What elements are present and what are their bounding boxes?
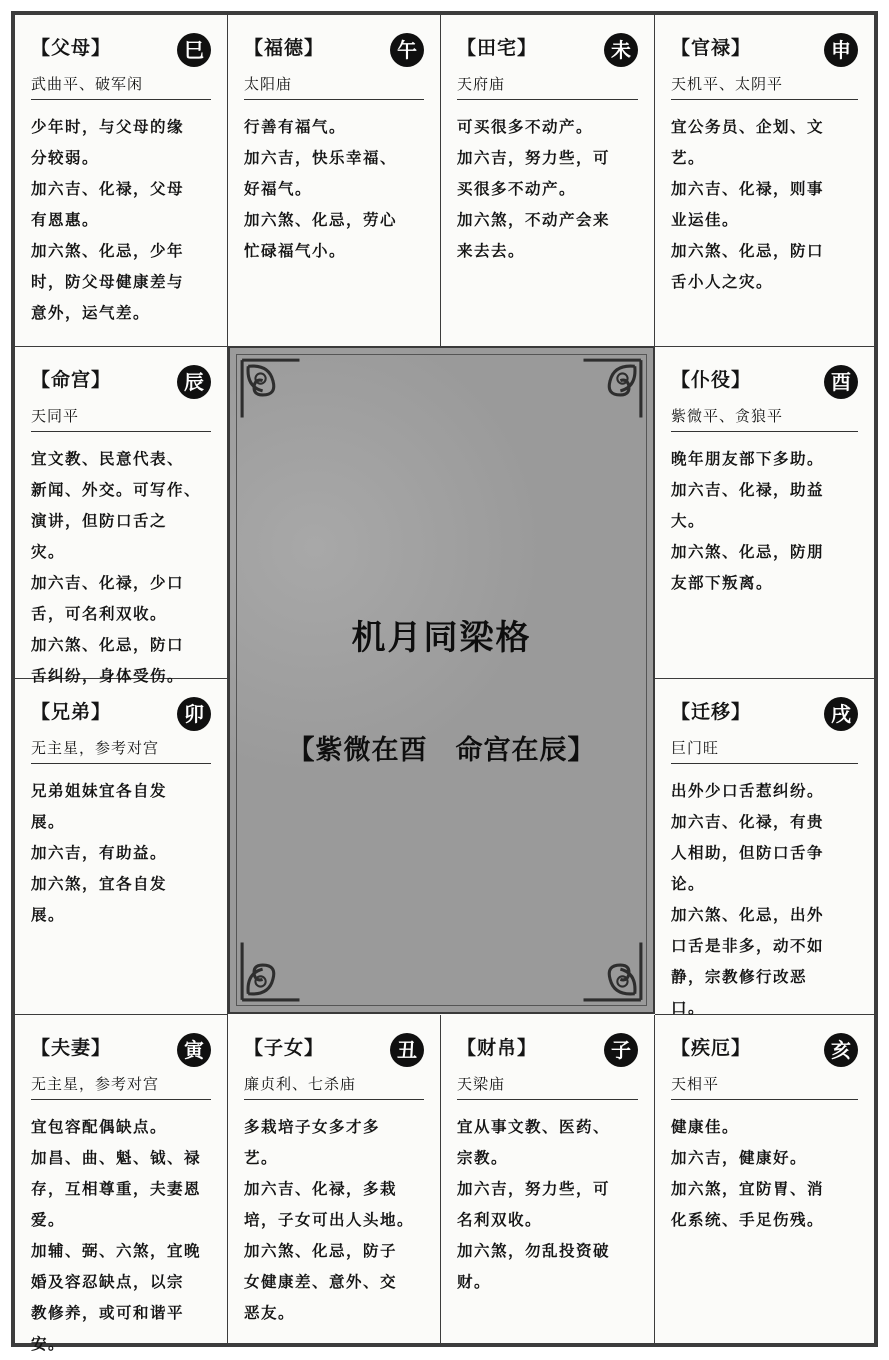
palace-cell — [655, 15, 874, 347]
palace-stars: 无主星，参考对宫 — [31, 737, 211, 764]
palace-cell — [228, 15, 441, 347]
palace-description — [31, 1112, 215, 1360]
description-line: 意外，运气差。 — [31, 304, 151, 322]
earthly-branch-badge: 酉 — [824, 365, 858, 399]
description-line: 加六吉，健康好。 — [671, 1149, 808, 1167]
description-line: 加六煞、化忌，防朋 — [671, 543, 825, 561]
center-inner-border — [236, 354, 647, 1006]
description-line: 加六煞，宜各自发 — [31, 875, 168, 893]
palace-cell — [655, 1015, 874, 1343]
palace-cell — [15, 347, 228, 685]
description-line: 宜从事文教、医药、 — [457, 1118, 611, 1136]
description-line: 加六煞、化忌，出外 — [671, 906, 825, 924]
palace-description — [671, 112, 862, 298]
description-line: 女健康差、意外、交 — [244, 1273, 398, 1291]
palace-header — [31, 697, 215, 737]
palace-description — [671, 776, 862, 1024]
description-line: 买很多不动产。 — [457, 180, 577, 198]
description-line: 加六煞，不动产会来 — [457, 211, 611, 229]
palace-header — [671, 365, 862, 405]
description-line: 舌，可名利双收。 — [31, 605, 168, 623]
palace-cell — [15, 679, 228, 1015]
palace-name: 【迁移】 — [671, 701, 752, 723]
palace-header — [457, 33, 642, 73]
earthly-branch-badge: 辰 — [177, 365, 211, 399]
description-line: 名利双收。 — [457, 1211, 543, 1229]
description-line: 行善有福气。 — [244, 118, 347, 136]
earthly-branch-badge: 未 — [604, 33, 638, 67]
earthly-branch-badge: 寅 — [177, 1033, 211, 1067]
palace-header — [31, 1033, 215, 1073]
description-line: 恶友。 — [244, 1304, 296, 1322]
palace-name: 【福德】 — [244, 37, 325, 59]
palace-stars: 天机平、太阴平 — [671, 73, 858, 100]
palace-name: 【夫妻】 — [31, 1037, 112, 1059]
description-line: 大。 — [671, 512, 706, 530]
palace-stars: 天同平 — [31, 405, 211, 432]
palace-name: 【命宫】 — [31, 369, 112, 391]
description-line: 加六煞、化忌，防子 — [244, 1242, 398, 1260]
description-line: 教修养，或可和谐平 — [31, 1304, 185, 1322]
description-line: 加六吉、化禄，少口 — [31, 574, 185, 592]
description-line: 忙碌福气小。 — [244, 242, 347, 260]
description-line: 分较弱。 — [31, 149, 100, 167]
palace-description — [457, 1112, 642, 1298]
description-line: 加六煞、化忌，防口 — [31, 636, 185, 654]
description-line: 加六煞、化忌，少年 — [31, 242, 185, 260]
description-line: 婚及容忍缺点，以宗 — [31, 1273, 185, 1291]
description-line: 加六煞，宜防胃、消 — [671, 1180, 825, 1198]
description-line: 来去去。 — [457, 242, 526, 260]
palace-stars: 紫微平、贪狼平 — [671, 405, 858, 432]
earthly-branch-badge: 卯 — [177, 697, 211, 731]
description-line: 艺。 — [671, 149, 706, 167]
palace-description — [671, 444, 862, 599]
palace-name: 【子女】 — [244, 1037, 325, 1059]
description-line: 加辅、弼、六煞，宜晚 — [31, 1242, 202, 1260]
palace-name: 【疾厄】 — [671, 1037, 752, 1059]
description-line: 财。 — [457, 1273, 492, 1291]
palace-header — [31, 365, 215, 405]
palace-cell — [15, 1015, 228, 1353]
description-line: 加六吉、化禄，则事 — [671, 180, 825, 198]
palace-stars: 巨门旺 — [671, 737, 858, 764]
palace-name: 【官禄】 — [671, 37, 752, 59]
palace-description — [244, 1112, 428, 1329]
palace-header — [457, 1033, 642, 1073]
description-line: 展。 — [31, 813, 66, 831]
description-line: 宜文教、民意代表、 — [31, 450, 185, 468]
description-line: 好福气。 — [244, 180, 313, 198]
chart-subtitle: 【紫微在酉 命宫在辰】 — [287, 735, 596, 766]
description-line: 少年时，与父母的缘 — [31, 118, 185, 136]
earthly-branch-badge: 申 — [824, 33, 858, 67]
palace-name: 【财帛】 — [457, 1037, 538, 1059]
palace-description — [31, 112, 215, 329]
palace-cell — [441, 1015, 655, 1343]
palace-name: 【仆役】 — [671, 369, 752, 391]
description-line: 安。 — [31, 1335, 66, 1353]
palace-stars: 廉贞利、七杀庙 — [244, 1073, 424, 1100]
earthly-branch-badge: 亥 — [824, 1033, 858, 1067]
description-line: 爱。 — [31, 1211, 66, 1229]
description-line: 有恩惠。 — [31, 211, 100, 229]
palace-description — [244, 112, 428, 267]
palace-header — [671, 33, 862, 73]
description-line: 友部下叛离。 — [671, 574, 774, 592]
corner-ornament-top-right — [563, 356, 645, 438]
description-line: 舌纠纷，身体受伤。 — [31, 667, 185, 685]
description-line: 灾。 — [31, 543, 66, 561]
center-panel — [228, 346, 655, 1014]
palace-description — [671, 1112, 862, 1236]
palace-cell — [228, 1015, 441, 1343]
description-line: 可买很多不动产。 — [457, 118, 594, 136]
description-line: 艺。 — [244, 1149, 279, 1167]
palace-cell — [655, 679, 874, 1015]
description-line: 论。 — [671, 875, 706, 893]
description-line: 加六吉、化禄，多栽 — [244, 1180, 398, 1198]
palace-name: 【兄弟】 — [31, 701, 112, 723]
palace-stars: 天梁庙 — [457, 1073, 638, 1100]
palace-description — [31, 776, 215, 931]
corner-ornament-top-left — [238, 356, 320, 438]
palace-stars: 无主星，参考对宫 — [31, 1073, 211, 1100]
description-line: 加六吉、化禄，父母 — [31, 180, 185, 198]
description-line: 展。 — [31, 906, 66, 924]
description-line: 演讲，但防口舌之 — [31, 512, 168, 530]
description-line: 口。 — [671, 999, 706, 1017]
palace-cell — [15, 15, 228, 347]
description-line: 加六煞，勿乱投资破 — [457, 1242, 611, 1260]
description-line: 宗教。 — [457, 1149, 509, 1167]
palace-header — [671, 697, 862, 737]
description-line: 宜包容配偶缺点。 — [31, 1118, 168, 1136]
description-line: 出外少口舌惹纠纷。 — [671, 782, 825, 800]
description-line: 加六吉，快乐幸福、 — [244, 149, 398, 167]
palace-description — [31, 444, 215, 692]
description-line: 静，宗教修行改恶 — [671, 968, 808, 986]
palace-header — [244, 1033, 428, 1073]
description-line: 加六煞、化忌，防口 — [671, 242, 825, 260]
palace-header — [31, 33, 215, 73]
description-line: 存，互相尊重，夫妻恩 — [31, 1180, 202, 1198]
chart-frame — [11, 11, 878, 1353]
description-line: 人相助，但防口舌争 — [671, 844, 825, 862]
earthly-branch-badge: 丑 — [390, 1033, 424, 1067]
palace-header — [671, 1033, 862, 1073]
palace-cell — [441, 15, 655, 347]
palace-description — [457, 112, 642, 267]
description-line: 新闻、外交。可写作、 — [31, 481, 202, 499]
palace-cell — [655, 347, 874, 679]
description-line: 加昌、曲、魁、钺、禄 — [31, 1149, 202, 1167]
description-line: 健康佳。 — [671, 1118, 740, 1136]
description-line: 时，防父母健康差与 — [31, 273, 185, 291]
palace-name: 【父母】 — [31, 37, 112, 59]
description-line: 加六吉、化禄，助益 — [671, 481, 825, 499]
earthly-branch-badge: 巳 — [177, 33, 211, 67]
corner-ornament-bottom-left — [238, 922, 320, 1004]
palace-stars: 太阳庙 — [244, 73, 424, 100]
corner-ornament-bottom-right — [563, 922, 645, 1004]
description-line: 业运佳。 — [671, 211, 740, 229]
description-line: 培，子女可出人头地。 — [244, 1211, 415, 1229]
description-line: 加六吉，有助益。 — [31, 844, 168, 862]
description-line: 加六吉，努力些，可 — [457, 1180, 611, 1198]
description-line: 舌小人之灾。 — [671, 273, 774, 291]
palace-header — [244, 33, 428, 73]
palace-stars: 天府庙 — [457, 73, 638, 100]
earthly-branch-badge: 子 — [604, 1033, 638, 1067]
description-line: 口舌是非多，动不如 — [671, 937, 825, 955]
description-line: 宜公务员、企划、文 — [671, 118, 825, 136]
description-line: 加六吉，努力些，可 — [457, 149, 611, 167]
description-line: 加六煞、化忌，劳心 — [244, 211, 398, 229]
description-line: 加六吉、化禄，有贵 — [671, 813, 825, 831]
palace-stars: 武曲平、破军闲 — [31, 73, 211, 100]
description-line: 化系统、手足伤残。 — [671, 1211, 825, 1229]
chart-title: 机月同梁格 — [351, 618, 532, 658]
earthly-branch-badge: 戌 — [824, 697, 858, 731]
description-line: 晚年朋友部下多助。 — [671, 450, 825, 468]
palace-stars: 天相平 — [671, 1073, 858, 1100]
earthly-branch-badge: 午 — [390, 33, 424, 67]
description-line: 兄弟姐妹宜各自发 — [31, 782, 168, 800]
description-line: 多栽培子女多才多 — [244, 1118, 381, 1136]
palace-name: 【田宅】 — [457, 37, 538, 59]
